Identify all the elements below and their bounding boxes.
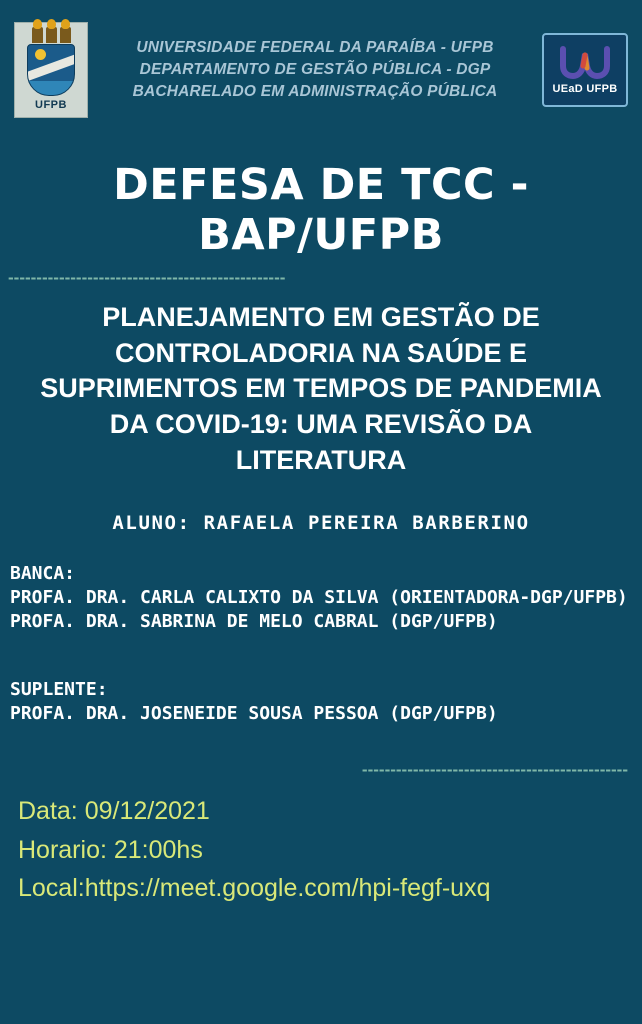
suplente-member: PROFA. DRA. JOSENEIDE SOUSA PESSOA (DGP/UFPB) xyxy=(10,702,498,724)
institution-line-2: DEPARTAMENTO DE GESTÃO PÚBLICA - DGP xyxy=(139,61,491,78)
uead-logo xyxy=(542,33,628,107)
ufpb-logo xyxy=(14,22,88,118)
institution-line-3: BACHARELADO EM ADMINISTRAÇÃO PÚBLICA xyxy=(132,83,498,100)
uead-logo-label: UEaD UFPB xyxy=(552,82,618,95)
divider-top: ------------------------------------------------- xyxy=(8,268,286,287)
shield-icon xyxy=(27,44,75,96)
student-name: ALUNO: RAFAELA PEREIRA BARBERINO xyxy=(112,512,530,535)
institution-titles xyxy=(88,37,542,103)
institution-line-1: UNIVERSIDADE FEDERAL DA PARAÍBA - UFPB xyxy=(136,39,494,56)
divider-bottom: ----------------------------------------------- xyxy=(361,759,628,779)
suplente-section xyxy=(0,678,642,726)
event-info xyxy=(0,792,642,908)
banca-member: PROFA. DRA. SABRINA DE MELO CABRAL (DGP/UFPB) xyxy=(10,611,498,632)
page-title: DEFESA DE TCC - BAP/UFPB xyxy=(113,160,529,260)
torches-icon xyxy=(32,27,71,43)
event-date: Data: 09/12/2021 xyxy=(18,796,210,825)
ufpb-logo-label: UFPB xyxy=(35,99,67,111)
banca-member: PROFA. DRA. CARLA CALIXTO DA SILVA (ORIENTADORA-DGP/UFPB) xyxy=(10,587,628,609)
event-time: Horario: 21:00hs xyxy=(18,835,203,864)
banca-label: BANCA: xyxy=(10,563,76,585)
poster-header xyxy=(0,0,642,118)
uead-wave-icon xyxy=(558,46,612,80)
banca-section xyxy=(0,562,642,634)
suplente-label: SUPLENTE: xyxy=(10,678,108,700)
thesis-title: PLANEJAMENTO EM GESTÃO DE CONTROLADORIA NA SAÚDE E SUPRIMENTOS EM TEMPOS DE PANDEMIA DA COVID-19: UMA REVISÃO DA LITERATURA xyxy=(40,302,602,475)
event-location[interactable]: Local:https://meet.google.com/hpi-fegf-uxq xyxy=(18,874,491,903)
